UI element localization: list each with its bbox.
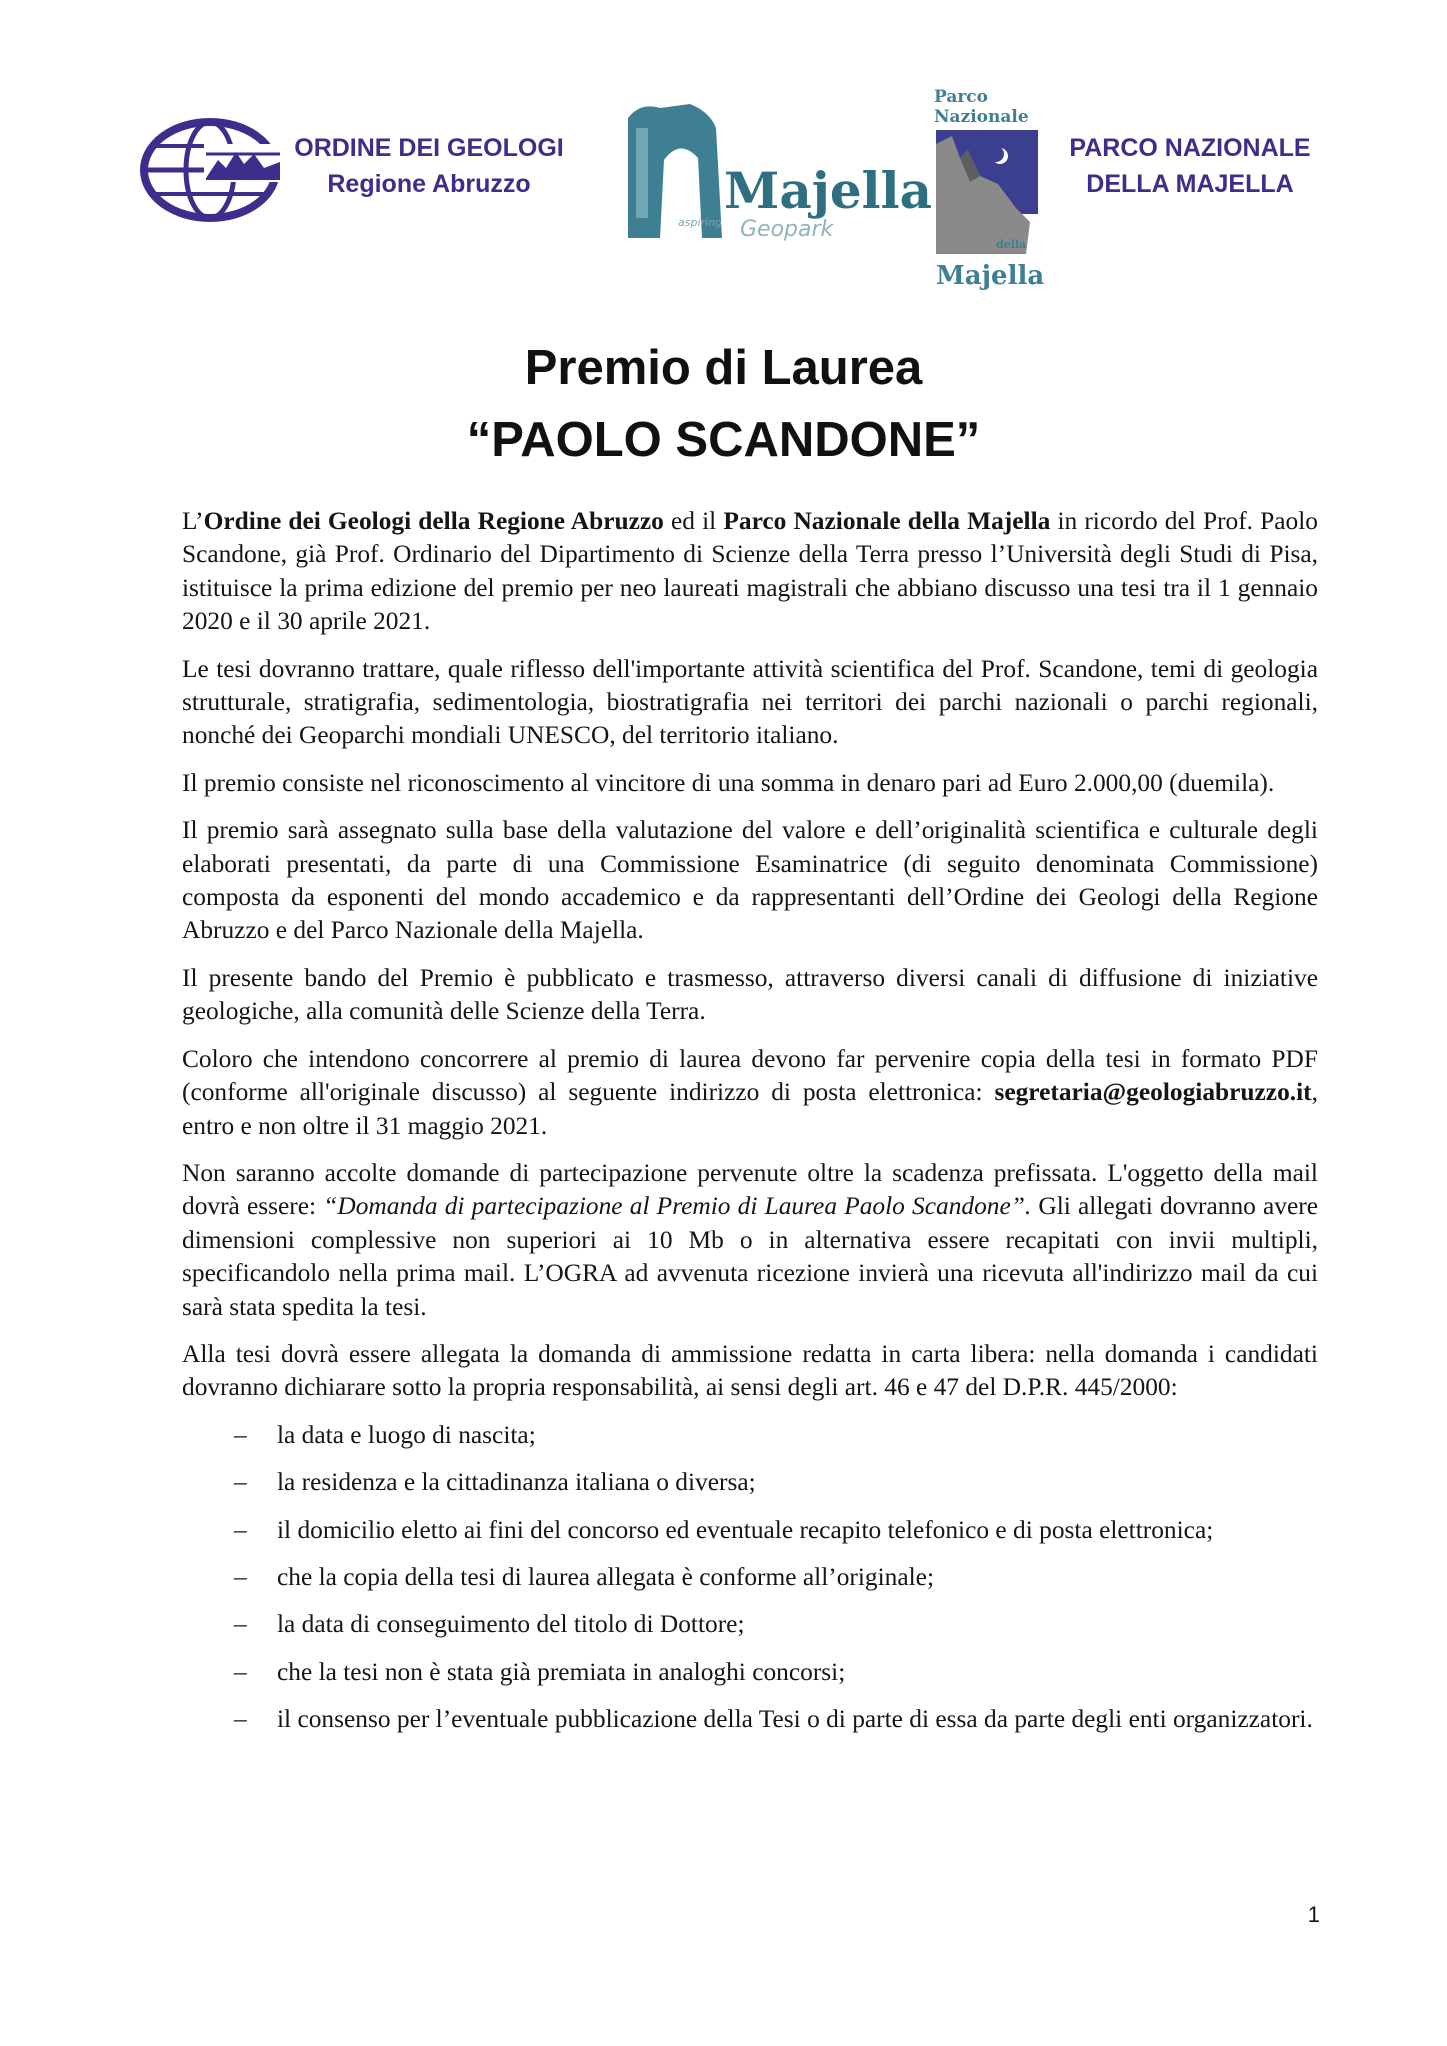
ordine-geologi-name [294, 130, 564, 202]
list-dash: – [234, 1562, 247, 1591]
paragraph-publication: Il presente bando del Premio è pubblicato e trasmesso, attraverso diversi canali di diffusione di iniziative geologiche, alla comunità delle Scienze della Terra. [182, 963, 1318, 1026]
document-title [0, 332, 1447, 476]
list-item-text: il domicilio eletto ai fini del concorso ed eventuale recapito telefonico e di posta elettronica; [277, 1515, 1214, 1544]
intro-connector: ed il [663, 507, 724, 535]
majella-geopark-logo [620, 98, 933, 248]
org-left-line1: ORDINE DEI GEOLOGI [294, 134, 564, 162]
paragraph-application: Alla tesi dovrà essere allegata la domanda di ammissione redatta in carta libera: nella domanda i candidati dovranno dichiarare sotto la propria responsabilità, ai sensi degli art. 46 e 47 del D.P.R. 445/2000: [182, 1339, 1318, 1402]
list-item [182, 1514, 1318, 1547]
title-line2: “PAOLO SCANDONE” [466, 413, 981, 467]
paragraph-intro [182, 505, 1318, 639]
parco-majella-name [1058, 130, 1322, 202]
mail-subject-text: “Domanda di partecipazione al Premio di Laurea Paolo Scandone”. [323, 1192, 1032, 1221]
submission-text: Coloro che intendono concorrere al premio di laurea devono far pervenire copia della tesi in formato PDF (conforme all'originale discusso) al seguente indirizzo di posta elettronica: [182, 1044, 1318, 1107]
list-dash: – [234, 1468, 247, 1497]
intro-ordine-name: Ordine dei Geologi della Regione Abruzzo [203, 507, 664, 535]
parco-logo-line2: Nazionale [934, 107, 1029, 127]
title-line1: Premio di Laurea [524, 341, 923, 395]
page-number: 1 [1307, 1902, 1320, 1927]
requirements-list [182, 1419, 1318, 1737]
list-dash: – [234, 1515, 247, 1544]
list-dash: – [234, 1705, 247, 1734]
list-item-text: che la copia della tesi di laurea allegata è conforme all’originale; [277, 1562, 935, 1591]
list-dash: – [234, 1610, 247, 1639]
list-dash: – [234, 1420, 247, 1449]
intro-parco-name: Parco Nazionale della Majella [723, 507, 1051, 535]
org-right-line2: DELLA MAJELLA [1086, 170, 1294, 198]
list-item [182, 1419, 1318, 1452]
list-item-text: la data di conseguimento del titolo di Dottore; [277, 1610, 745, 1639]
parco-logo-line1: Parco [934, 87, 988, 107]
submission-email[interactable]: segretaria@geologiabruzzo.it [994, 1078, 1312, 1107]
org-right-line1: PARCO NAZIONALE [1069, 134, 1311, 162]
list-item-text: la data e luogo di nascita; [277, 1420, 536, 1449]
list-item [182, 1466, 1318, 1499]
list-item [182, 1561, 1318, 1594]
letterhead [0, 0, 1447, 310]
parco-logo-majella: Majella [936, 261, 1045, 291]
geopark-logo-text: Majella [724, 161, 933, 220]
list-item-text: la residenza e la cittadinanza italiana o diversa; [277, 1468, 756, 1497]
geopark-logo-tagline-small: aspiring [678, 216, 723, 229]
list-item [182, 1703, 1318, 1736]
intro-rest: in ricordo del Prof. Paolo Scandone, già Prof. Ordinario del Dipartimento di Scienze della Terra presso l’Università degli Studi di Pisa, istituisce la prima edizione del premio per neo laureati magistrali che abbiano discusso una tesi tra il 1 gennaio 2020 e il 30 aprile 2021. [182, 507, 1318, 636]
org-left-line2: Regione Abruzzo [327, 170, 531, 198]
ordine-geologi-logo [140, 118, 282, 222]
list-item-text: il consenso per l’eventuale pubblicazione della Tesi o di parte di essa da parte degli enti organizzatori. [277, 1705, 1313, 1734]
list-item-text: che la tesi non è stata già premiata in analoghi concorsi; [277, 1657, 846, 1686]
list-item [182, 1656, 1318, 1689]
submission-deadline: , entro e non oltre il 31 maggio 2021. [182, 1078, 1318, 1140]
paragraph-submission [182, 1043, 1318, 1143]
parco-majella-logo [930, 84, 1045, 294]
paragraph-prize: Il premio consiste nel riconoscimento al vincitore di una somma in denaro pari ad Euro 2.000,00 (duemila). [182, 768, 1275, 797]
list-item [182, 1608, 1318, 1641]
document-body [182, 505, 1318, 1751]
mail-attachments-text: Gli allegati dovranno avere dimensioni complessive non superiori ai 10 Mb o in alternativa essere recapitati con invii multipli, specificandolo nella prima mail. L’OGRA ad avvenuta ricezione invierà una ricevuta all'indirizzo mail da cui sarà stata spedita la tesi. [182, 1192, 1318, 1321]
parco-logo-della: della [996, 238, 1027, 251]
paragraph-topics: Le tesi dovranno trattare, quale riflesso dell'importante attività scientifica del Prof. Scandone, temi di geologia strutturale, stratigrafia, sedimentologia, biostratigrafia nei territori dei parchi nazionali o parchi regionali, nonché dei Geoparchi mondiali UNESCO, del territorio italiano. [182, 654, 1318, 750]
intro-prefix: L’ [182, 507, 204, 535]
mail-subject-intro: Non saranno accolte domande di partecipazione pervenute oltre la scadenza prefissata. L'oggetto della mail dovrà essere: [182, 1158, 1318, 1221]
paragraph-commission: Il premio sarà assegnato sulla base della valutazione del valore e dell’originalità scientifica e culturale degli elaborati presentati, da parte di una Commissione Esaminatrice (di seguito denominata Commissione) composta da esponenti del mondo accademico e da rappresentanti dell’Ordine dei Geologi della Regione Abruzzo e del Parco Nazionale della Majella. [182, 816, 1318, 945]
geopark-logo-tagline: Geopark [740, 217, 834, 242]
list-dash: – [234, 1657, 247, 1686]
paragraph-mail-subject [182, 1157, 1318, 1324]
